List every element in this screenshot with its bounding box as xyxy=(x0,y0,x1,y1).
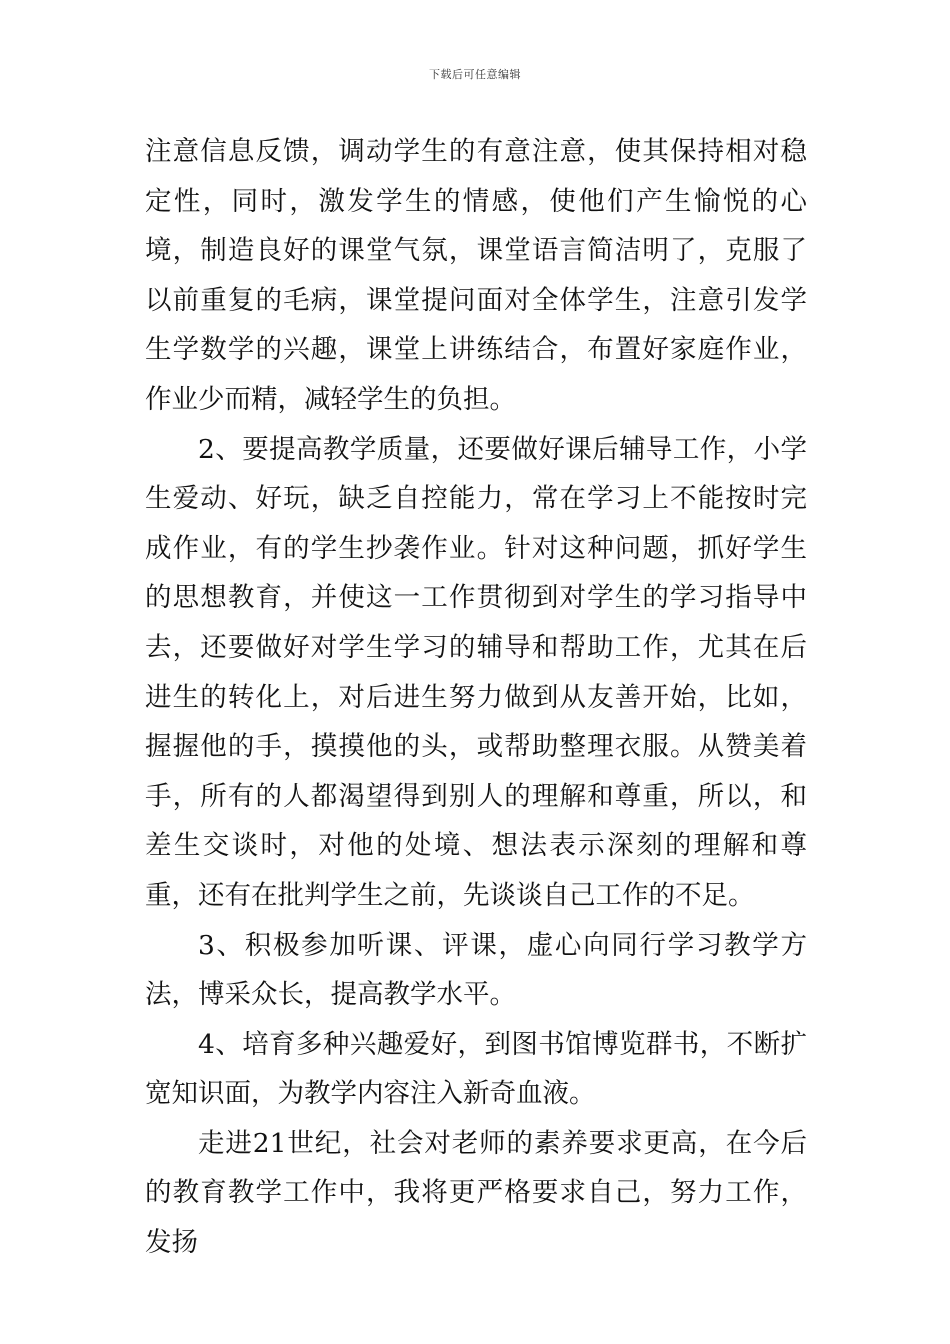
paragraph-item-4: 4、培育多种兴趣爱好，到图书馆博览群书，不断扩宽知识面，为教学内容注入新奇血液。 xyxy=(145,1028,807,1110)
paragraph-continuation: 注意信息反馈，调动学生的有意注意，使其保持相对稳定性，同时，激发学生的情感，使他们产生愉悦的心境，制造良好的课堂气氛，课堂语言简洁明了，克服了以前重复的毛病，课堂提问面对全体学生，注意引发学生学数学的兴趣，课堂上讲练结合，布置好家庭作业，作业少而精，减轻学生的负担。 xyxy=(145,136,807,415)
document-body xyxy=(145,127,807,1268)
page-header: 下载后可任意编辑 xyxy=(429,68,521,81)
paragraph-item-3: 3、积极参加听课、评课，虚心向同行学习教学方法，博采众长，提高教学水平。 xyxy=(145,929,807,1011)
paragraph-item-2: 2、要提高教学质量，还要做好课后辅导工作，小学生爱动、好玩，缺乏自控能力，常在学习上不能按时完成作业，有的学生抄袭作业。针对这种问题，抓好学生的思想教育，并使这一工作贯彻到对学生的学习指导中去，还要做好对学生学习的辅导和帮助工作，尤其在后进生的转化上，对后进生努力做到从友善开始，比如，握握他的手，摸摸他的头，或帮助整理衣服。从赞美着手，所有的人都渴望得到别人的理解和尊重，所以，和差生交谈时，对他的处境、想法表示深刻的理解和尊重，还有在批判学生之前，先谈谈自己工作的不足。 xyxy=(145,433,807,911)
paragraph-closing: 走进21世纪，社会对老师的素养要求更高，在今后的教育教学工作中，我将更严格要求自己，努力工作，发扬 xyxy=(145,1127,807,1259)
